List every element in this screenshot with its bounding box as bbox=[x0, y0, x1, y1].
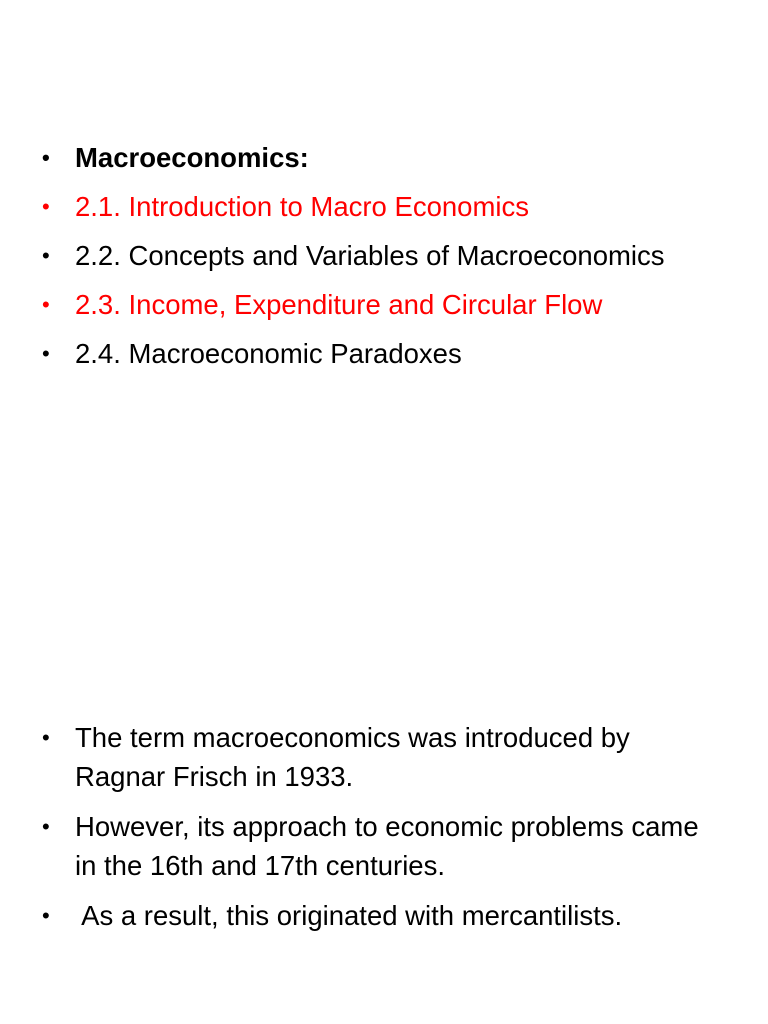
item-text: 2.2. Concepts and Variables of Macroeconomics bbox=[75, 240, 665, 271]
list-item bbox=[42, 718, 722, 796]
bullet-icon: • bbox=[42, 194, 50, 219]
item-text: As a result, this originated with mercantilists. bbox=[75, 900, 623, 931]
list-item bbox=[42, 334, 722, 373]
item-text: The term macroeconomics was introduced by Ragnar Frisch in 1933. bbox=[75, 722, 630, 792]
topic-list bbox=[42, 138, 722, 383]
bullet-icon: • bbox=[42, 243, 50, 268]
list-item bbox=[42, 285, 722, 324]
list-item-heading bbox=[42, 138, 722, 177]
bullet-icon: • bbox=[42, 814, 50, 839]
list-item bbox=[42, 187, 722, 226]
slide-bottom bbox=[0, 512, 768, 1024]
history-list bbox=[42, 718, 722, 946]
item-text: 2.4. Macroeconomic Paradoxes bbox=[75, 338, 462, 369]
item-text: However, its approach to economic problems came in the 16th and 17th centuries. bbox=[75, 811, 699, 881]
item-text: 2.1. Introduction to Macro Economics bbox=[75, 191, 529, 222]
bullet-icon: • bbox=[42, 292, 50, 317]
bullet-icon: • bbox=[42, 341, 50, 366]
bullet-icon: • bbox=[42, 145, 50, 170]
heading-text: Macroeconomics: bbox=[75, 142, 309, 173]
bullet-icon: • bbox=[42, 725, 50, 750]
list-item bbox=[42, 807, 722, 885]
list-item bbox=[42, 236, 722, 275]
bullet-icon: • bbox=[42, 903, 50, 928]
list-item bbox=[42, 896, 722, 935]
item-text: 2.3. Income, Expenditure and Circular Flow bbox=[75, 289, 603, 320]
